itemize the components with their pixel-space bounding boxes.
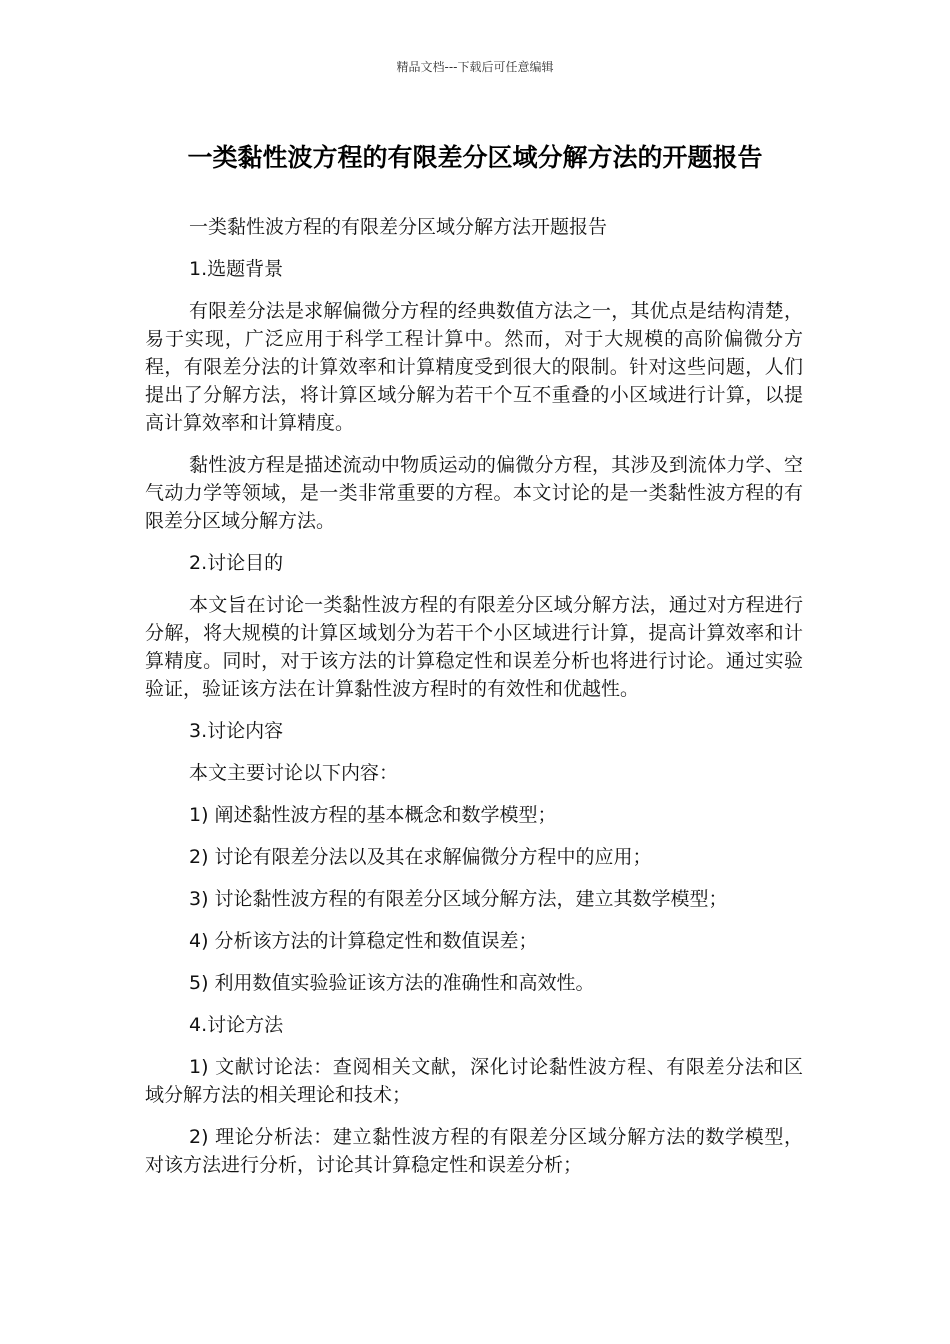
paragraph-background-2: 黏性波方程是描述流动中物质运动的偏微分方程，其涉及到流体力学、空气动力学等领域，是一类非常重要的方程。本文讨论的是一类黏性波方程的有限差分区域分解方法。 — [145, 454, 803, 532]
list-item-content-2: 2) 讨论有限差分法以及其在求解偏微分方程中的应用； — [189, 846, 652, 868]
list-item-method-2: 2) 理论分析法：建立黏性波方程的有限差分区域分解方法的数学模型，对该方法进行分析，讨论其计算稳定性和误差分析； — [145, 1126, 803, 1176]
list-item-content-4: 4) 分析该方法的计算稳定性和数值误差； — [189, 930, 538, 952]
section-heading-method: 4.讨论方法 — [189, 1014, 284, 1036]
document-body — [145, 213, 803, 1193]
document-title: 一类黏性波方程的有限差分区域分解方法的开题报告 — [187, 143, 763, 172]
section-heading-purpose: 2.讨论目的 — [189, 552, 284, 574]
list-item-method-1: 1) 文献讨论法：查阅相关文献，深化讨论黏性波方程、有限差分法和区域分解方法的相关理论和技术； — [145, 1056, 803, 1106]
section-heading-content: 3.讨论内容 — [189, 720, 284, 742]
list-item-content-1: 1) 阐述黏性波方程的基本概念和数学模型； — [189, 804, 557, 826]
paragraph-content-intro: 本文主要讨论以下内容： — [189, 762, 399, 784]
header-note: 精品文档---下载后可任意编辑 — [396, 60, 554, 74]
section-heading-background: 1.选题背景 — [189, 258, 284, 280]
paragraph-subtitle: 一类黏性波方程的有限差分区域分解方法开题报告 — [189, 216, 608, 238]
list-item-content-5: 5) 利用数值实验验证该方法的准确性和高效性。 — [189, 972, 595, 994]
list-item-content-3: 3) 讨论黏性波方程的有限差分区域分解方法，建立其数学模型； — [189, 888, 728, 910]
paragraph-background-1: 有限差分法是求解偏微分方程的经典数值方法之一，其优点是结构清楚，易于实现，广泛应用于科学工程计算中。然而，对于大规模的高阶偏微分方程，有限差分法的计算效率和计算精度受到很大的限制。针对这些问题，人们提出了分解方法，将计算区域分解为若干个互不重叠的小区域进行计算，以提高计算效率和计算精度。 — [145, 300, 803, 434]
paragraph-purpose: 本文旨在讨论一类黏性波方程的有限差分区域分解方法，通过对方程进行分解，将大规模的计算区域划分为若干个小区域进行计算，提高计算效率和计算精度。同时，对于该方法的计算稳定性和误差分析也将进行讨论。通过实验验证，验证该方法在计算黏性波方程时的有效性和优越性。 — [145, 594, 803, 700]
